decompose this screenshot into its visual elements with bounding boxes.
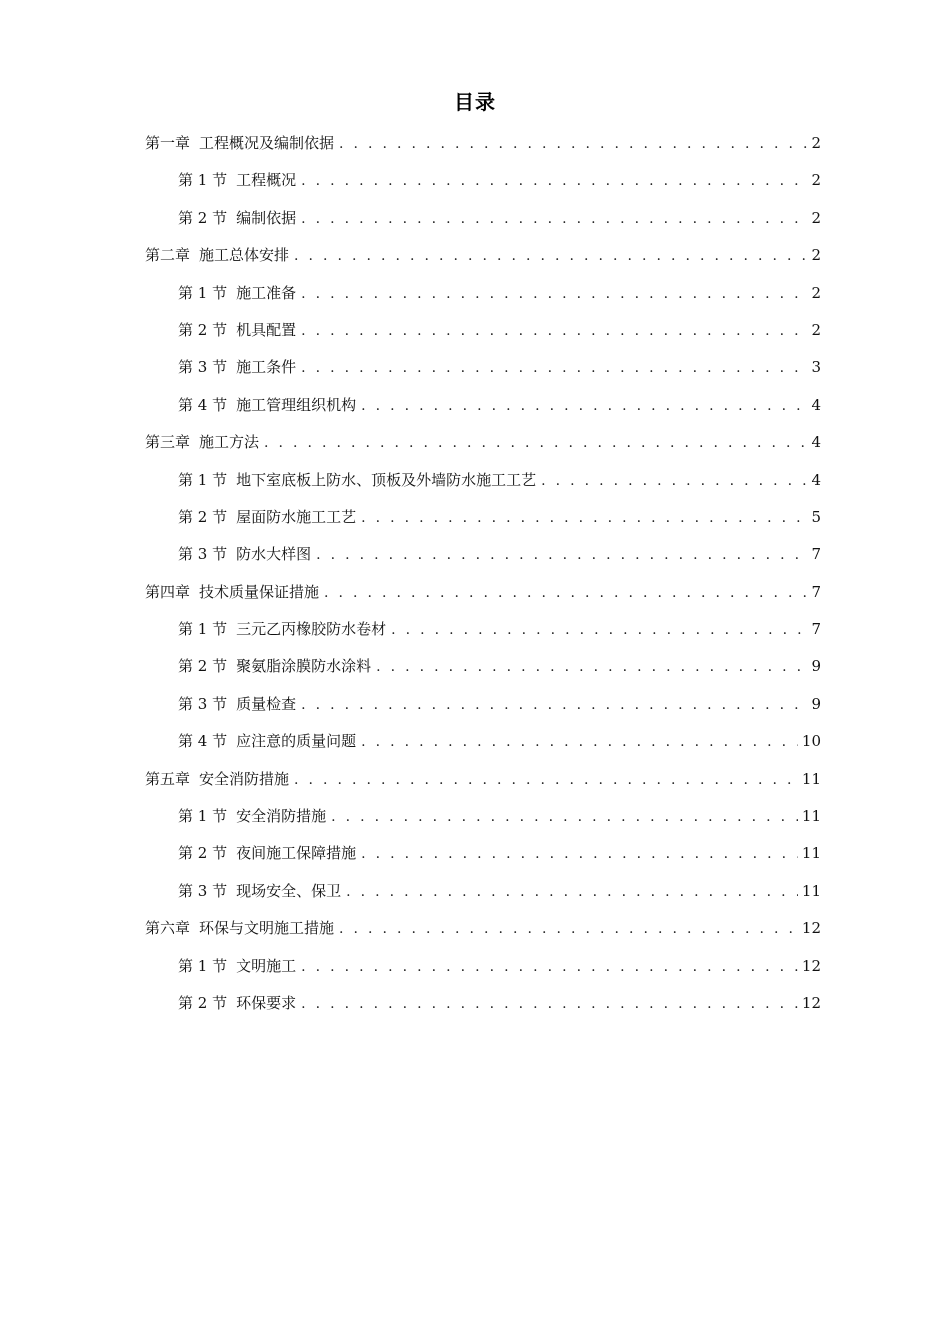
toc-entry-title: 地下室底板上防水、顶板及外墙防水施工工艺 xyxy=(236,470,537,489)
toc-entry-section[interactable] xyxy=(0,162,950,199)
toc-entry-chapter[interactable] xyxy=(0,910,950,947)
toc-title: 目录 xyxy=(454,90,496,114)
toc-entry-section[interactable] xyxy=(0,835,950,872)
toc-entry-section[interactable] xyxy=(0,536,950,573)
toc-entry-section[interactable] xyxy=(0,611,950,648)
toc-entry-title: 环保与文明施工措施 xyxy=(199,919,335,938)
toc-dot-leader xyxy=(541,463,807,500)
toc-entry-section[interactable] xyxy=(0,200,950,237)
toc-entry-number: 第 3 节 xyxy=(178,358,228,377)
toc-dot-leader xyxy=(361,836,798,873)
toc-entry-section[interactable] xyxy=(0,723,950,760)
toc-entry-title: 机具配置 xyxy=(236,320,297,339)
toc-dot-leader xyxy=(301,350,807,387)
toc-dot-leader xyxy=(324,575,807,612)
toc-entry-title: 环保要求 xyxy=(236,993,297,1012)
toc-entry-title: 质量检查 xyxy=(236,694,297,713)
toc-entry-section[interactable] xyxy=(0,499,950,536)
toc-entry-page: 11 xyxy=(801,769,821,788)
toc-entry-section[interactable] xyxy=(0,349,950,386)
toc-entry-chapter[interactable] xyxy=(0,761,950,798)
toc-entry-page: 3 xyxy=(811,358,821,377)
toc-entry-number: 第 1 节 xyxy=(178,283,228,302)
toc-entry-number: 第 3 节 xyxy=(178,545,228,564)
toc-entry-title: 屋面防水施工工艺 xyxy=(236,507,357,526)
toc-dot-leader xyxy=(301,986,798,1023)
toc-entry-title: 工程概况 xyxy=(236,171,297,190)
toc-entry-title: 安全消防措施 xyxy=(199,769,290,788)
toc-entry-chapter[interactable] xyxy=(0,574,950,611)
toc-entry-section[interactable] xyxy=(0,648,950,685)
toc-entry-section[interactable] xyxy=(0,873,950,910)
toc-dot-leader xyxy=(301,949,798,986)
toc-dot-leader xyxy=(301,313,807,350)
toc-list xyxy=(0,125,950,1022)
toc-entry-number: 第 2 节 xyxy=(178,320,228,339)
toc-entry-page: 4 xyxy=(811,433,821,452)
toc-entry-page: 2 xyxy=(811,134,821,152)
toc-entry-title: 安全消防措施 xyxy=(236,807,327,826)
toc-dot-leader xyxy=(301,163,807,200)
toc-entry-title: 施工方法 xyxy=(199,433,260,452)
toc-entry-page: 4 xyxy=(811,395,821,414)
toc-dot-leader xyxy=(361,500,807,537)
toc-entry-number: 第 2 节 xyxy=(178,507,228,526)
toc-entry-page: 9 xyxy=(811,657,821,676)
toc-dot-leader xyxy=(294,238,807,275)
toc-entry-page: 5 xyxy=(811,507,821,526)
toc-entry-section[interactable] xyxy=(0,387,950,424)
toc-entry-section[interactable] xyxy=(0,275,950,312)
toc-entry-number: 第二章 xyxy=(145,246,191,265)
toc-entry-title: 施工管理组织机构 xyxy=(236,395,357,414)
toc-dot-leader xyxy=(294,762,798,799)
toc-dot-leader xyxy=(301,276,807,313)
toc-entry-title: 聚氨脂涂膜防水涂料 xyxy=(236,657,372,676)
toc-entry-page: 2 xyxy=(811,246,821,265)
toc-entry-title: 施工准备 xyxy=(236,283,297,302)
toc-entry-section[interactable] xyxy=(0,798,950,835)
toc-entry-number: 第 4 节 xyxy=(178,395,228,414)
toc-entry-number: 第六章 xyxy=(145,919,191,938)
toc-entry-chapter[interactable] xyxy=(0,424,950,461)
toc-entry-page: 12 xyxy=(801,993,821,1012)
toc-entry-title: 现场安全、保卫 xyxy=(236,881,342,900)
toc-entry-page: 11 xyxy=(801,807,821,826)
toc-entry-chapter[interactable] xyxy=(0,237,950,274)
toc-entry-number: 第一章 xyxy=(145,134,191,152)
toc-entry-page: 9 xyxy=(811,694,821,713)
toc-dot-leader xyxy=(361,388,807,425)
toc-dot-leader xyxy=(264,425,807,462)
toc-entry-page: 11 xyxy=(801,881,821,900)
toc-dot-leader xyxy=(346,874,798,911)
toc-entry-page: 2 xyxy=(811,171,821,190)
toc-entry-chapter[interactable] xyxy=(0,125,950,162)
toc-entry-number: 第四章 xyxy=(145,582,191,601)
toc-dot-leader xyxy=(391,612,807,649)
toc-entry-page: 7 xyxy=(811,545,821,564)
toc-entry-title: 工程概况及编制依据 xyxy=(199,134,335,152)
toc-dot-leader xyxy=(376,649,807,686)
toc-entry-title: 防水大样图 xyxy=(236,545,312,564)
toc-entry-section[interactable] xyxy=(0,948,950,985)
toc-entry-page: 7 xyxy=(811,620,821,639)
toc-entry-title: 编制依据 xyxy=(236,208,297,227)
toc-entry-number: 第 3 节 xyxy=(178,694,228,713)
toc-entry-page: 7 xyxy=(811,582,821,601)
toc-entry-number: 第 1 节 xyxy=(178,956,228,975)
toc-entry-number: 第 1 节 xyxy=(178,807,228,826)
toc-entry-page: 11 xyxy=(801,844,821,863)
toc-entry-title: 施工总体安排 xyxy=(199,246,290,265)
toc-entry-number: 第 2 节 xyxy=(178,657,228,676)
toc-entry-section[interactable] xyxy=(0,462,950,499)
toc-dot-leader xyxy=(301,687,807,724)
toc-entry-title: 文明施工 xyxy=(236,956,297,975)
toc-entry-title: 应注意的质量问题 xyxy=(236,732,357,751)
toc-entry-number: 第五章 xyxy=(145,769,191,788)
toc-entry-section[interactable] xyxy=(0,686,950,723)
toc-entry-number: 第 1 节 xyxy=(178,171,228,190)
toc-dot-leader xyxy=(301,201,807,238)
toc-entry-number: 第 2 节 xyxy=(178,844,228,863)
toc-entry-number: 第 2 节 xyxy=(178,208,228,227)
toc-entry-page: 2 xyxy=(811,208,821,227)
toc-dot-leader xyxy=(361,724,798,761)
toc-dot-leader xyxy=(339,911,798,948)
toc-entry-title: 施工条件 xyxy=(236,358,297,377)
toc-entry-number: 第 4 节 xyxy=(178,732,228,751)
toc-entry-number: 第 2 节 xyxy=(178,993,228,1012)
toc-entry-title: 夜间施工保障措施 xyxy=(236,844,357,863)
toc-dot-leader xyxy=(339,126,807,163)
toc-entry-page: 12 xyxy=(801,919,821,938)
toc-entry-section[interactable] xyxy=(0,312,950,349)
toc-entry-page: 2 xyxy=(811,320,821,339)
toc-entry-title: 技术质量保证措施 xyxy=(199,582,320,601)
toc-dot-leader xyxy=(331,799,798,836)
toc-entry-number: 第三章 xyxy=(145,433,191,452)
toc-entry-page: 12 xyxy=(801,956,821,975)
toc-entry-number: 第 1 节 xyxy=(178,620,228,639)
toc-dot-leader xyxy=(316,537,807,574)
toc-entry-title: 三元乙丙橡胶防水卷材 xyxy=(236,620,387,639)
toc-entry-page: 10 xyxy=(801,732,821,751)
toc-entry-number: 第 3 节 xyxy=(178,881,228,900)
toc-entry-number: 第 1 节 xyxy=(178,470,228,489)
toc-entry-page: 4 xyxy=(811,470,821,489)
toc-entry-page: 2 xyxy=(811,283,821,302)
toc-entry-section[interactable] xyxy=(0,985,950,1022)
